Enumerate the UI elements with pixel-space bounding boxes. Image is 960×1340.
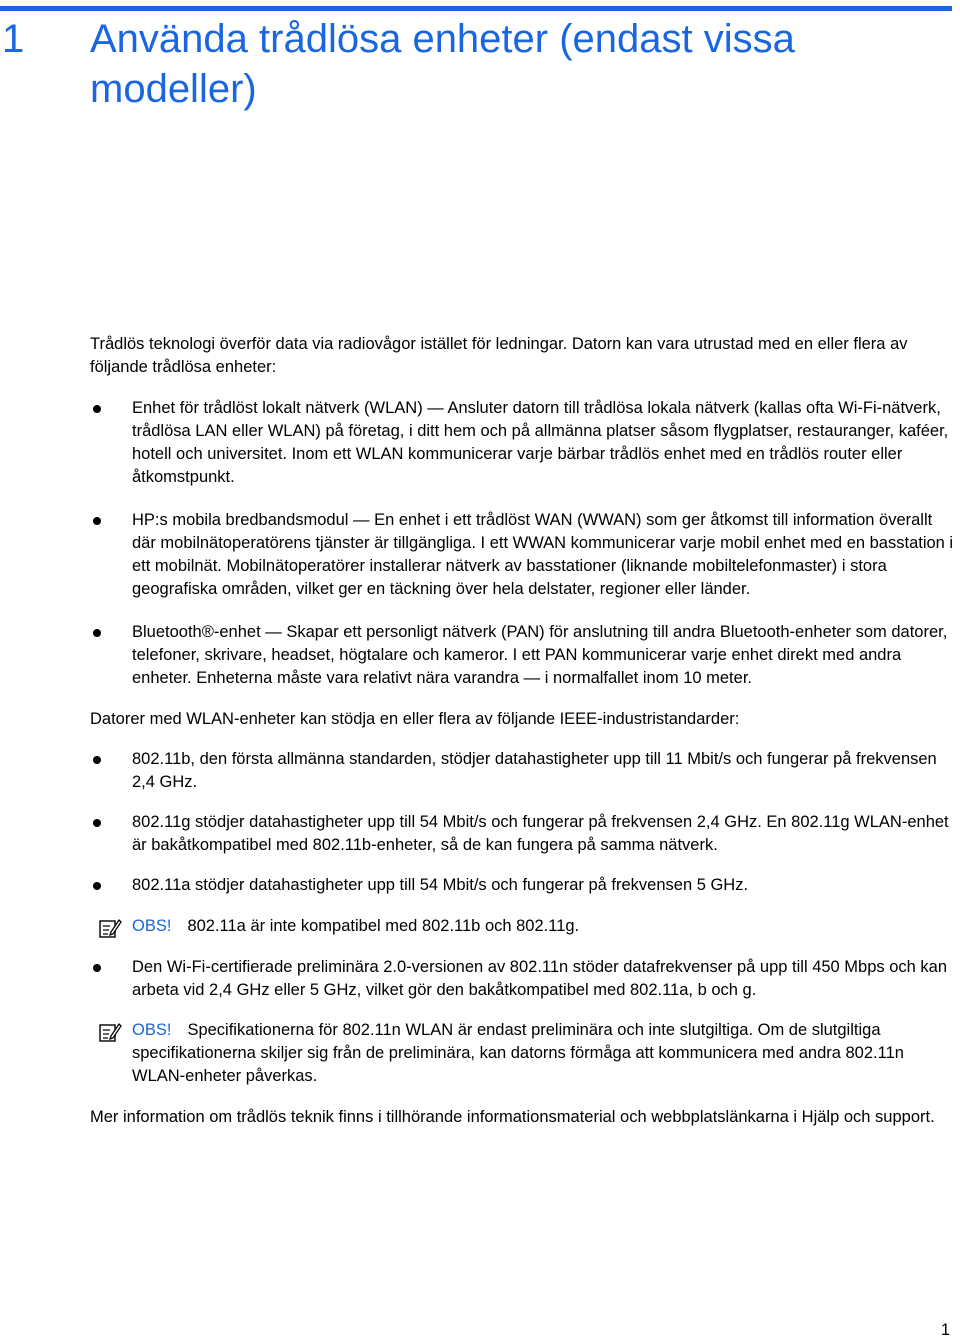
bullet-dot-icon bbox=[93, 756, 101, 764]
standard-item-80211g-text: 802.11g stödjer datahastigheter upp till 54 Mbit/s och fungerar på frekvensen 2,4 GHz. En 802.11g WLAN-enhet är bakåtkompatibel med 802.11b-enheter, så de kan fungera på samma nätverk. bbox=[132, 813, 949, 854]
note-80211a-compatibility bbox=[90, 915, 955, 938]
note-text: Specifikationerna för 802.11n WLAN är endast preliminära och inte slutgiltiga. Om de slutgiltiga specifikationerna skiljer sig från de preliminära, kan datorns förmåga att kommunicera med andra 802.11n WLAN-enheter påverkas. bbox=[132, 1021, 904, 1085]
bullet-dot-icon bbox=[93, 517, 101, 525]
bullet-dot-icon bbox=[93, 882, 101, 890]
device-item-wlan bbox=[90, 397, 955, 489]
device-item-bluetooth bbox=[90, 621, 955, 690]
intro-paragraph: Trådlös teknologi överför data via radiovågor istället för ledningar. Datorn kan vara utrustad med en eller flera av följande trådlösa enheter: bbox=[90, 335, 908, 376]
standard-item-80211a-text: 802.11a stödjer datahastigheter upp till 54 Mbit/s och fungerar på frekvensen 5 GHz. bbox=[132, 876, 749, 894]
standard-item-80211n bbox=[90, 956, 955, 1002]
page-number: 1 bbox=[940, 1321, 950, 1339]
standard-item-80211a bbox=[90, 874, 955, 897]
standard-item-80211n-text: Den Wi-Fi-certifierade preliminära 2.0-versionen av 802.11n stöder datafrekvenser på upp till 450 Mbps och kan arbeta vid 2,4 GHz eller 5 GHz, vilket gör den bakåtkompatibel med 802.11a, b och g. bbox=[132, 958, 948, 999]
device-list bbox=[90, 397, 955, 690]
device-item-wlan-text: Enhet för trådlöst lokalt nätverk (WLAN) ― Ansluter datorn till trådlösa lokala nätverk (kallas ofta Wi-Fi-nätverk, trådlösa LAN eller WLAN) på företag, i ditt hem och på allmänna platser såsom flygplatser, restauranger, kaféer, hotell och universitet. Inom ett WLAN kommunicerar varje bärbar trådlös enhet med en trådlös router eller åtkomstpunkt. bbox=[132, 399, 949, 486]
device-item-wwan bbox=[90, 509, 955, 601]
closing-paragraph: Mer information om trådlös teknik finns i tillhörande informationsmaterial och webbplatslänkarna i Hjälp och support. bbox=[90, 1108, 935, 1126]
chapter-title: Använda trådlösa enheter (endast vissa modeller) bbox=[90, 17, 795, 111]
chapter-number: 1 bbox=[2, 17, 25, 61]
bullet-dot-icon bbox=[93, 964, 101, 972]
standards-list-continued bbox=[90, 956, 955, 1002]
note-text: 802.11a är inte kompatibel med 802.11b och 802.11g. bbox=[187, 917, 580, 935]
note-80211n-preliminary bbox=[90, 1019, 955, 1088]
bullet-dot-icon bbox=[93, 819, 101, 827]
note-pencil-icon bbox=[98, 917, 122, 939]
note-pencil-icon bbox=[98, 1021, 122, 1043]
bullet-dot-icon bbox=[93, 405, 101, 413]
note-label: OBS! bbox=[132, 1021, 172, 1039]
note-label: OBS! bbox=[132, 917, 172, 935]
bullet-dot-icon bbox=[93, 629, 101, 637]
chapter-top-rule bbox=[0, 6, 952, 11]
standards-intro-paragraph: Datorer med WLAN-enheter kan stödja en eller flera av följande IEEE-industristandarder: bbox=[90, 710, 740, 728]
standard-item-80211b bbox=[90, 748, 955, 794]
standard-item-80211b-text: 802.11b, den första allmänna standarden, stödjer datahastigheter upp till 11 Mbit/s och fungerar på frekvensen 2,4 GHz. bbox=[132, 750, 937, 791]
standards-list bbox=[90, 748, 955, 897]
main-content bbox=[90, 333, 955, 1129]
standard-item-80211g bbox=[90, 811, 955, 857]
device-item-bluetooth-text: Bluetooth®-enhet ― Skapar ett personligt nätverk (PAN) för anslutning till andra Bluetooth-enheter som datorer, telefoner, skrivare, headset, högtalare och kameror. I ett PAN kommunicerar varje enhet direkt med andra enheter. Enheterna måste vara relativt nära varandra ― i normalfallet inom 10 meter. bbox=[132, 623, 948, 687]
device-item-wwan-text: HP:s mobila bredbandsmodul ― En enhet i ett trådlöst WAN (WWAN) som ger åtkomst till information överallt där mobilnätoperatörens tjänster är tillgängliga. I ett WWAN kommunicerar varje mobil enhet med en basstation i ett mobilnät. Mobilnätoperatörer installerar nätverk av basstationer (liknande mobiltelefonmaster) i stora geografiska områden, vilket ger en täckning över hela delstater, regioner eller länder. bbox=[132, 511, 954, 598]
